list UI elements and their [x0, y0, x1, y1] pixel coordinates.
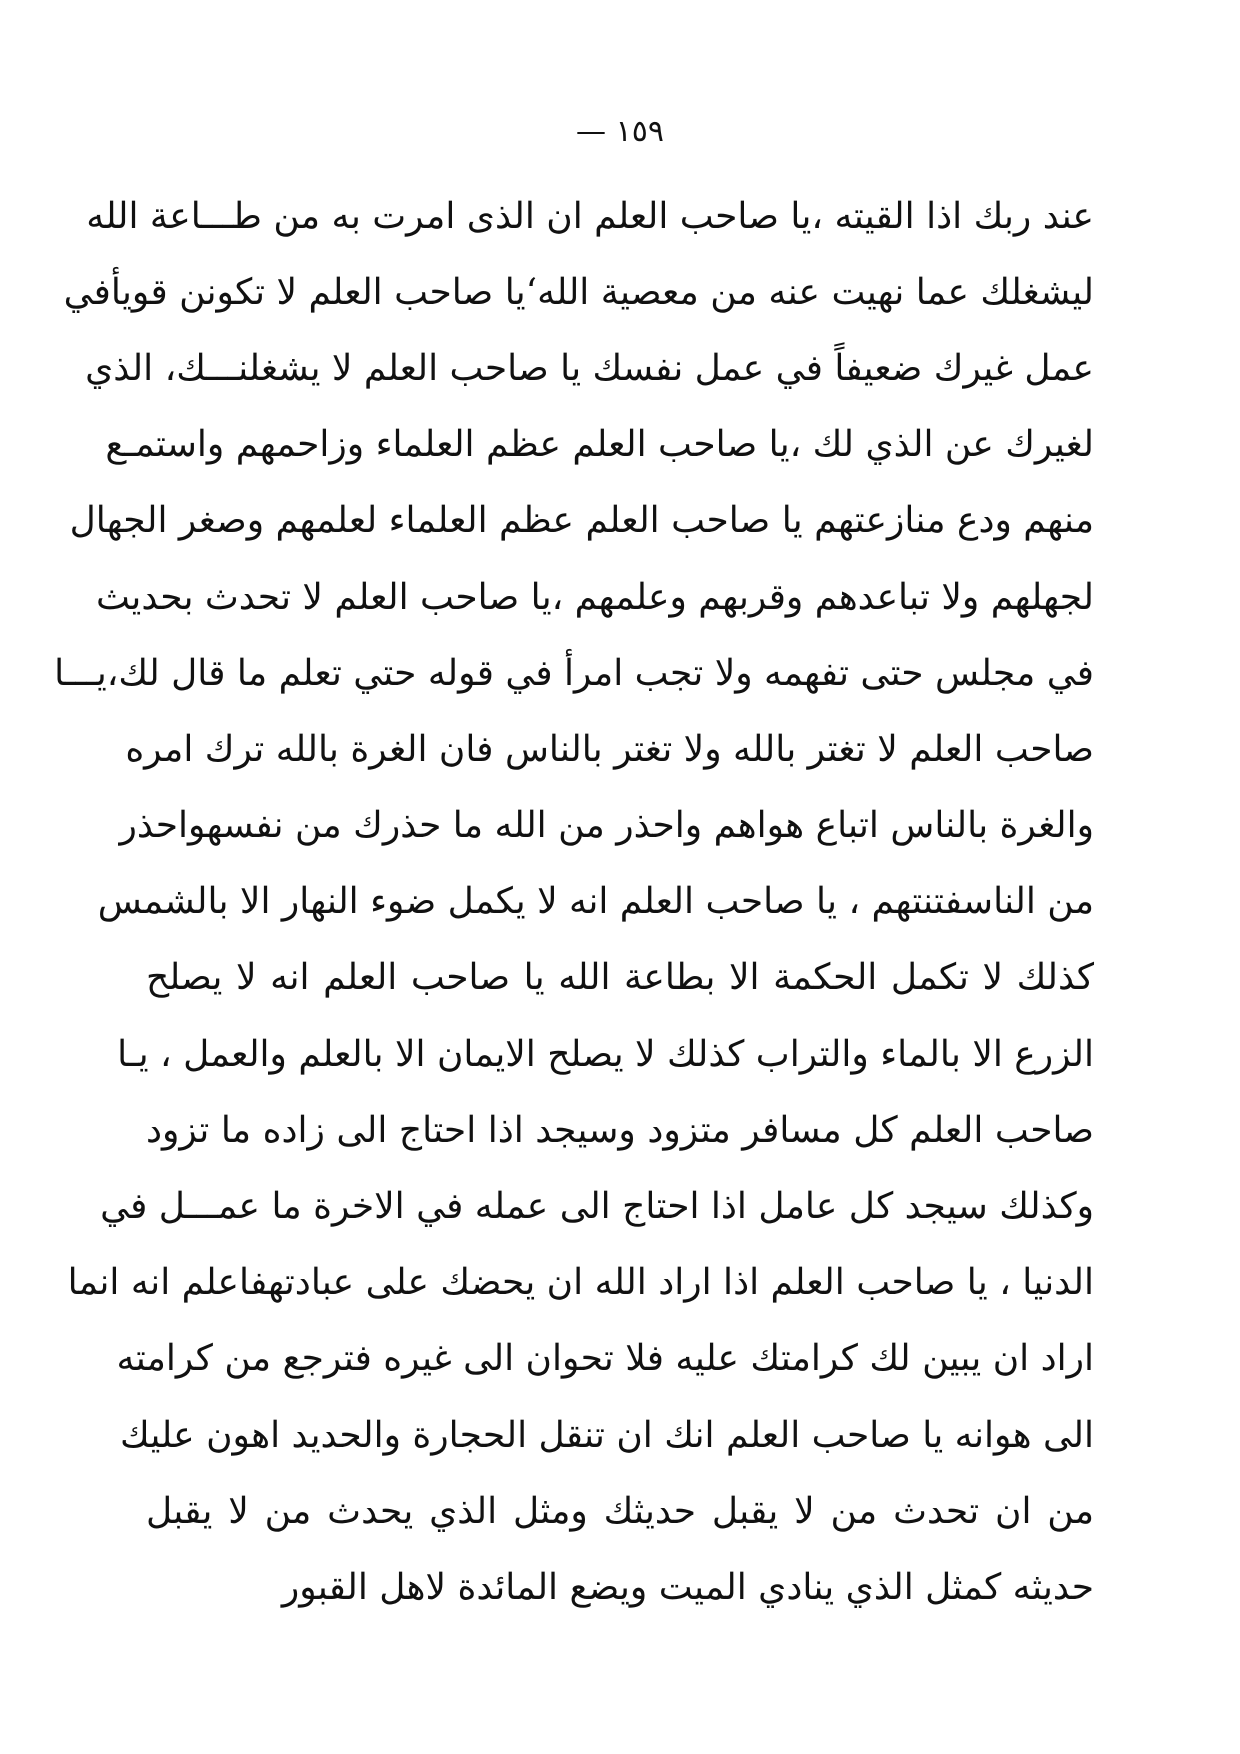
text-line: والغرة بالناس اتباع هواهم واحذر من الله ما حذرك من نفسهواحذر — [119, 805, 1094, 847]
text-line: لجهلهم ولا تباعدهم وقربهم وعلمهم ،يا صاحب العلم لا تحدث بحديث — [95, 576, 1094, 618]
text-line: منهم ودع منازعتهم يا صاحب العلم عظم العلماء لعلمهم وصغر الجهال — [69, 500, 1094, 542]
text-line: من الناسفتنتهم ، يا صاحب العلم انه لا يكمل ضوء النهار الا بالشمس — [97, 881, 1094, 923]
text-line: لغيرك عن الذي لك ،يا صاحب العلم عظم العلماء وزاحمهم واستمـع — [105, 424, 1094, 466]
text-line: ليشغلك عما نهيت عنه من معصية الله‘يا صاحب العلم لا تكونن قويأفي — [63, 271, 1094, 313]
text-line: صاحب العلم كل مسافر متزود وسيجد اذا احتاج الى زاده ما تزود — [146, 1109, 1094, 1151]
text-line: الى هوانه يا صاحب العلم انك ان تنقل الحجارة والحديد اهون عليك — [120, 1414, 1094, 1456]
text-line: الدنيا ، يا صاحب العلم اذا اراد الله ان يحضك على عبادتهفاعلم انه انما — [67, 1262, 1094, 1304]
text-line: من ان تحدث من لا يقبل حديثك ومثل الذي يحدث من لا يقبل — [146, 1490, 1094, 1532]
text-line: عند ربك اذا القيته ،يا صاحب العلم ان الذى امرت به من طـــاعة الله — [86, 195, 1094, 237]
text-line: صاحب العلم لا تغتر بالله ولا تغتر بالناس فان الغرة بالله ترك امره — [125, 728, 1094, 770]
page-number: — ١٥٩ — [576, 114, 664, 149]
text-line: الزرع الا بالماء والتراب كذلك لا يصلح الايمان الا بالعلم والعمل ، يـا — [117, 1033, 1094, 1075]
text-line: حديثه كمثل الذي ينادي الميت ويضع المائدة لاهل القبور — [281, 1566, 1094, 1608]
text-line: في مجلس حتى تفهمه ولا تجب امرأ في قوله حتي تعلم ما قال لك،يـــا — [54, 652, 1094, 694]
text-line: وكذلك سيجد كل عامل اذا احتاج الى عمله في الاخرة ما عمـــل في — [100, 1186, 1094, 1228]
body-text — [54, 178, 1094, 1626]
text-line: عمل غيرك ضعيفاً في عمل نفسك يا صاحب العلم لا يشغلنـــك، الذي — [85, 347, 1094, 389]
text-line: كذلك لا تكمل الحكمة الا بطاعة الله يا صاحب العلم انه لا يصلح — [146, 957, 1094, 999]
text-line: اراد ان يبين لك كرامتك عليه فلا تحوان الى غيره فترجع من كرامته — [116, 1338, 1094, 1380]
